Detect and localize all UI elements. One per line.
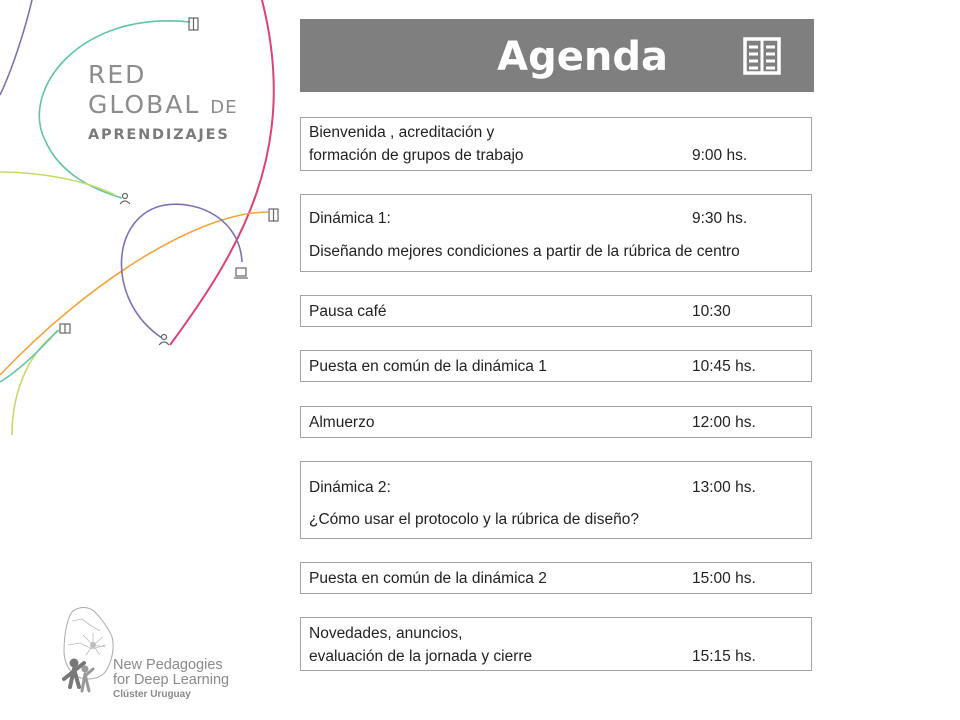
agenda-item-text: Puesta en común de la dinámica 2 [309, 570, 547, 587]
nppdl-logo-text [113, 658, 229, 701]
nppdl-line-1: New Pedagogies [113, 657, 223, 673]
agenda-item [300, 194, 812, 272]
agenda-header [300, 19, 814, 92]
agenda-item-time: 15:15 hs. [692, 648, 756, 665]
nppdl-uruguay-map-icon [60, 605, 118, 705]
agenda-item-text: Almuerzo [309, 414, 375, 431]
agenda-item [300, 295, 812, 327]
book-icon [743, 37, 781, 75]
agenda-item [300, 461, 812, 539]
nppdl-line-2: for Deep Learning [113, 672, 230, 688]
agenda-item-time: 10:30 [692, 303, 731, 320]
agenda-item-time: 10:45 hs. [692, 358, 756, 375]
logo-line-1: RED [88, 60, 147, 89]
agenda-item-time: 13:00 hs. [692, 479, 756, 496]
agenda-item [300, 562, 812, 594]
agenda-item [300, 617, 812, 671]
agenda-item-text: Dinámica 1: [309, 210, 391, 227]
logo-line-2 [88, 90, 237, 123]
nppdl-line-3: Clúster Uruguay [113, 689, 191, 700]
logo-global: GLOBAL [88, 90, 201, 119]
agenda-item-text: Dinámica 2: [309, 479, 391, 496]
agenda-item [300, 117, 812, 171]
agenda-item-text: formación de grupos de trabajo [309, 147, 524, 164]
agenda-item-text: Puesta en común de la dinámica 1 [309, 358, 547, 375]
agenda-item-text: Bienvenida , acreditación y [309, 124, 495, 141]
agenda-item [300, 406, 812, 438]
agenda-item-text: Novedades, anuncios, [309, 625, 463, 642]
logo-line-3: APRENDIZAJES [88, 127, 230, 143]
agenda-item-time: 15:00 hs. [692, 570, 756, 587]
agenda-item-time: 12:00 hs. [692, 414, 756, 431]
agenda-item-time: 9:00 hs. [692, 147, 748, 164]
agenda-item-text: evaluación de la jornada y cierre [309, 648, 533, 665]
agenda-item [300, 350, 812, 382]
agenda-item-text: Pausa café [309, 303, 387, 320]
agenda-item-time: 9:30 hs. [692, 210, 748, 227]
agenda-item-text: Diseñando mejores condiciones a partir de la rúbrica de centro [309, 243, 740, 260]
agenda-item-text: ¿Cómo usar el protocolo y la rúbrica de diseño? [309, 511, 639, 528]
red-global-logo [88, 60, 237, 143]
page-title: Agenda [497, 34, 668, 80]
logo-de: DE [210, 97, 238, 118]
